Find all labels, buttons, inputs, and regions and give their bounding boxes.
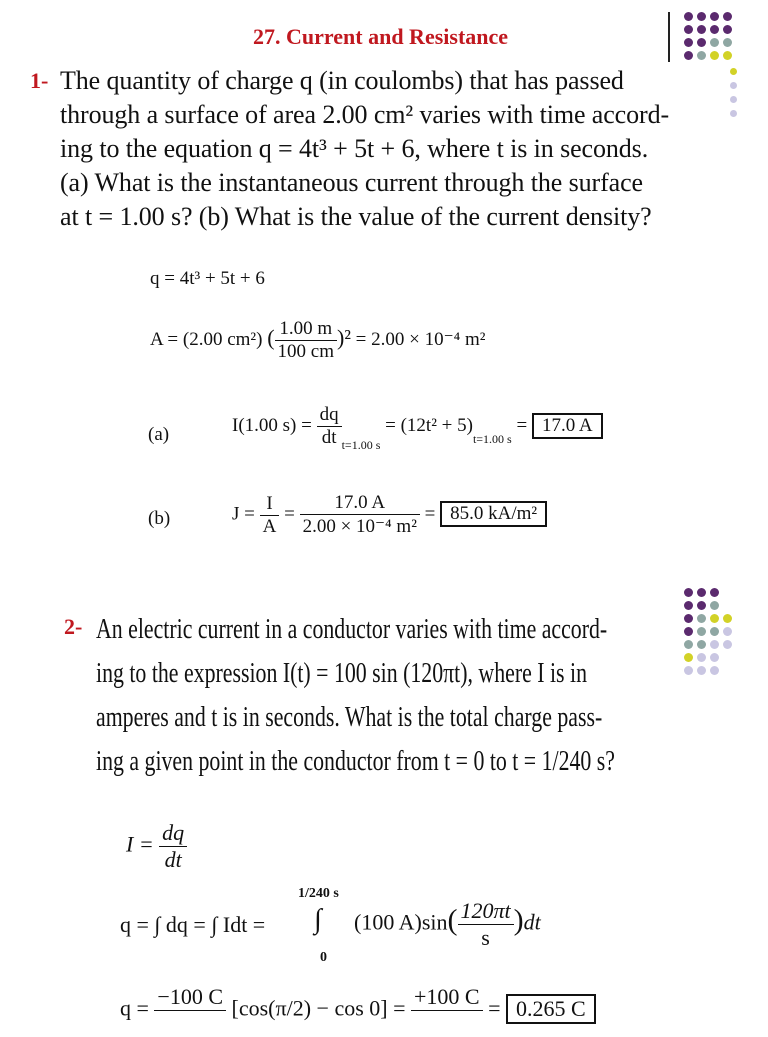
equation-part-a: I(1.00 s) = $\frac{dq}{dt}$ $_{t=1.00 s} = (12t^2 + 5)_{t=1.00 s} = 17.0$ A <box>232 404 603 453</box>
decorative-dots-top <box>684 12 732 60</box>
dq-dt-fraction: $\frac{dq}{dt}$ <box>159 820 187 873</box>
angle-fraction: $\frac{120\pi t}{s}$ <box>458 898 514 951</box>
equation-q: q = 4t³ + 5t + 6 <box>150 268 265 289</box>
integral-upper-limit: 1/240 s <box>298 886 339 901</box>
problem-2-line: An electric current in a conductor varies with time accord- <box>96 614 608 645</box>
problem-1-text <box>60 64 669 234</box>
page-title: 27. Current and Resistance <box>253 24 509 49</box>
final-coefficient: −100 C <box>154 984 226 1037</box>
problem-1-line: ing to the equation q = 4t³ + 5t + 6, where t is in seconds. <box>60 134 649 163</box>
problem-2-line: ing to the expression I(t) = 100 sin (120πt), where I is in <box>96 658 587 689</box>
equation-integral: q = ∫ dq = ∫ Idt = <box>120 912 266 937</box>
problem-2-number: 2- <box>64 614 83 639</box>
final-numerator: +100 C <box>411 984 483 1037</box>
problem-2-line: ing a given point in the conductor from t = 0 to t = 1/240 s? <box>96 746 615 777</box>
problem-2-line: amperes and t is in seconds. What is the total charge pass- <box>96 702 603 733</box>
header-divider <box>668 12 670 62</box>
answer-box-b: 85.0 kA/m² <box>440 501 547 527</box>
equation-area-left: A = (2.00 cm²) <box>150 328 263 350</box>
problem-1-line: at t = 1.00 s? (b) What is the value of the current density? <box>60 202 652 231</box>
part-b-label: (b) <box>148 508 171 529</box>
problem-1-line: through a surface of area 2.00 cm² varies with time accord- <box>60 100 670 129</box>
derivative-fraction: $\frac{dq}{dt}$ <box>317 404 342 449</box>
answer-box-a: 17.0 A <box>532 413 603 439</box>
problem-1-number: 1- <box>30 68 49 93</box>
answer-box-2: 0.265 C <box>506 994 596 1024</box>
problem-2-text <box>96 608 615 784</box>
integral-body: (100 A)sin( $\frac{120\pi t}{s}$ )dt <box>354 898 541 950</box>
equation-area: A = (2.00 cm²) ( $\frac{1.00 m}{100 cm}$ )² = 2.00 × 10⁻⁴ m² <box>150 318 486 362</box>
ratio-fraction: $\frac{I}{A}$ <box>260 493 280 538</box>
problem-1-line: (a) What is the instantaneous current through the surface <box>60 168 643 197</box>
conversion-fraction: $\frac{1.00 m}{100 cm}$ <box>275 318 337 363</box>
equation-part-b: J = $\frac{I}{A}$ = $\frac{17.0 A}{\text{2.00 × 10⁻⁴ m²}}$ = 85.0 kA/m² <box>232 492 547 538</box>
integral-sign: ∫ <box>314 904 322 935</box>
problem-1-line: The quantity of charge q (in coulombs) that has passed <box>60 66 624 95</box>
equation-area-right: = 2.00 × 10⁻⁴ m² <box>355 328 486 350</box>
integral-lower-limit: 0 <box>320 950 327 965</box>
decorative-dots-middle <box>684 588 732 675</box>
decorative-dots-top-side <box>730 68 738 117</box>
equation-final: q = −100 C [cos(π/2) − cos 0] = +100 C = 0.265 C <box>120 984 596 1037</box>
part-a-label: (a) <box>148 424 170 445</box>
equation-current-definition: I = $\frac{dq}{dt}$ <box>126 820 187 873</box>
value-fraction: $\frac{17.0 A}{\text{2.00 × 10⁻⁴ m²}}$ <box>300 492 420 538</box>
